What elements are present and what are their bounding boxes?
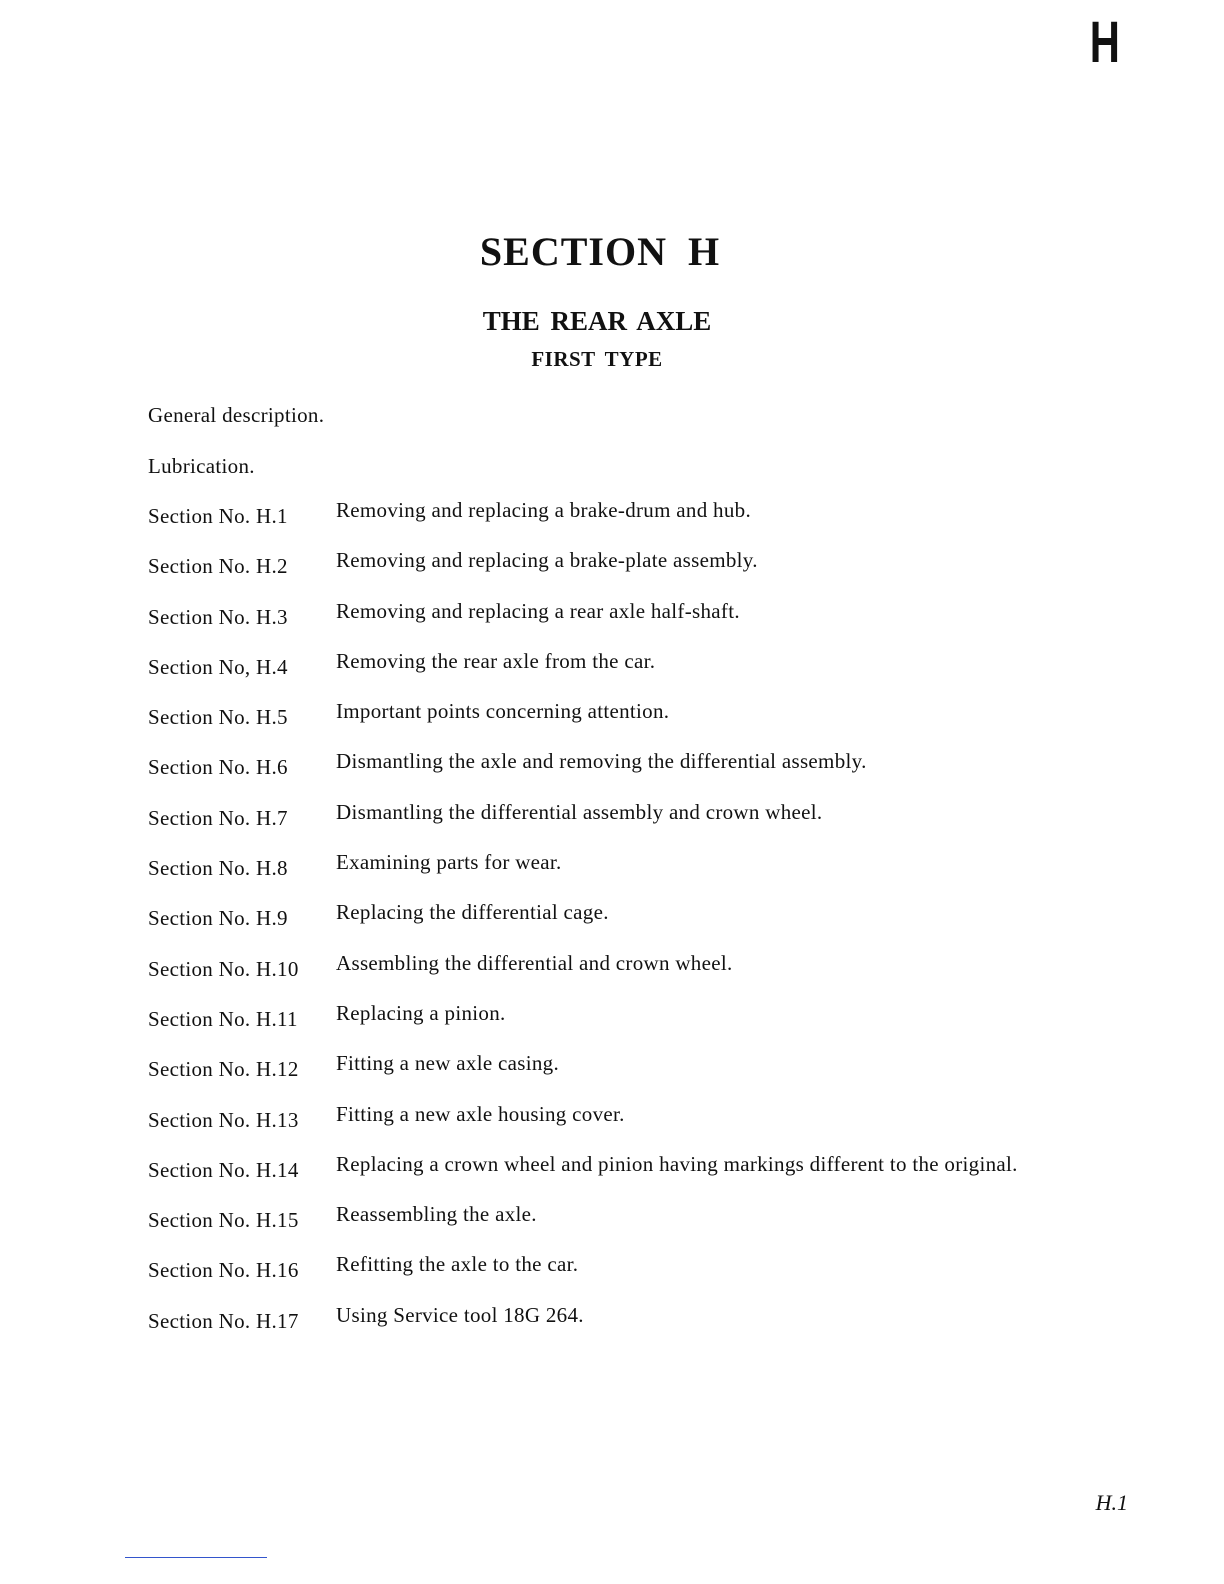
toc-row [148, 1202, 1108, 1252]
toc-section-number: Section No. H.2 [148, 554, 288, 579]
toc-section-number: Section No. H.11 [148, 1006, 298, 1031]
toc-row [148, 951, 1108, 1001]
toc-row [148, 599, 1108, 649]
toc-section-title: Reassembling the axle. [336, 1202, 537, 1227]
toc-section-number: Section No. H.3 [148, 604, 288, 629]
toc-row [148, 548, 1108, 598]
toc-section-number: Section No. H.16 [148, 1258, 299, 1283]
toc-section-number: Section No. H.10 [148, 956, 299, 981]
toc-section-number: Section No. H.6 [148, 755, 288, 780]
toc-row [148, 1001, 1108, 1051]
toc-section-title: Fitting a new axle housing cover. [336, 1101, 625, 1126]
toc-section-number: Section No. H.12 [148, 1057, 299, 1082]
toc-section-title: Assembling the differential and crown wheel. [336, 950, 733, 975]
toc-section-title: Using Service tool 18G 264. [336, 1302, 584, 1327]
toc-section-number: Section No. H.1 [148, 504, 288, 528]
toc-row [148, 1051, 1108, 1101]
toc-row [148, 1303, 1108, 1353]
toc-row [148, 850, 1108, 900]
toc-section-title: Removing and replacing a brake-drum and hub. [336, 498, 751, 522]
toc-row [148, 1252, 1108, 1302]
type-label: FIRST TYPE [531, 347, 663, 371]
toc-section-title: Refitting the axle to the car. [336, 1252, 579, 1277]
table-of-contents [148, 498, 1108, 1353]
toc-section-number: Section No. H.17 [148, 1308, 299, 1333]
toc-section-title: Examining parts for wear. [336, 850, 562, 875]
intro-item-lubrication: Lubrication. [148, 454, 255, 478]
section-title: SECTION H [479, 229, 721, 274]
toc-row [148, 498, 1108, 548]
toc-row [148, 699, 1108, 749]
toc-section-number: Section No. H.8 [148, 856, 288, 881]
toc-row [148, 900, 1108, 950]
toc-section-title: Replacing a pinion. [336, 1000, 506, 1025]
toc-section-title: Replacing a crown wheel and pinion having markings different to the original. [336, 1151, 1018, 1176]
toc-section-title: Removing and replacing a brake-plate assembly. [336, 548, 758, 573]
toc-row [148, 749, 1108, 799]
toc-row [148, 1102, 1108, 1152]
intro-item-general-description: General description. [148, 403, 325, 427]
toc-section-title: Dismantling the differential assembly and crown wheel. [336, 799, 823, 824]
toc-section-number: Section No. H.13 [148, 1107, 299, 1132]
toc-row [148, 800, 1108, 850]
toc-section-number: Section No, H.4 [148, 654, 288, 679]
toc-section-number: Section No. H.7 [148, 805, 288, 830]
footer-rule [125, 1557, 267, 1558]
section-subtitle: THE REAR AXLE [482, 306, 712, 336]
toc-section-title: Removing and replacing a rear axle half-shaft. [336, 598, 740, 623]
toc-section-title: Important points concerning attention. [336, 699, 670, 724]
toc-section-number: Section No. H.5 [148, 705, 288, 730]
toc-section-title: Replacing the differential cage. [336, 900, 609, 925]
toc-section-title: Removing the rear axle from the car. [336, 648, 656, 673]
toc-section-number: Section No. H.14 [148, 1157, 299, 1182]
toc-section-number: Section No. H.9 [148, 906, 288, 931]
toc-row [148, 649, 1108, 699]
toc-section-title: Fitting a new axle casing. [336, 1051, 559, 1076]
toc-section-number: Section No. H.15 [148, 1208, 299, 1233]
toc-row [148, 1152, 1108, 1202]
toc-section-title: Dismantling the axle and removing the differential assembly. [336, 749, 867, 774]
section-tab-letter: H [1089, 10, 1120, 75]
page-number: H.1 [1095, 1490, 1128, 1515]
